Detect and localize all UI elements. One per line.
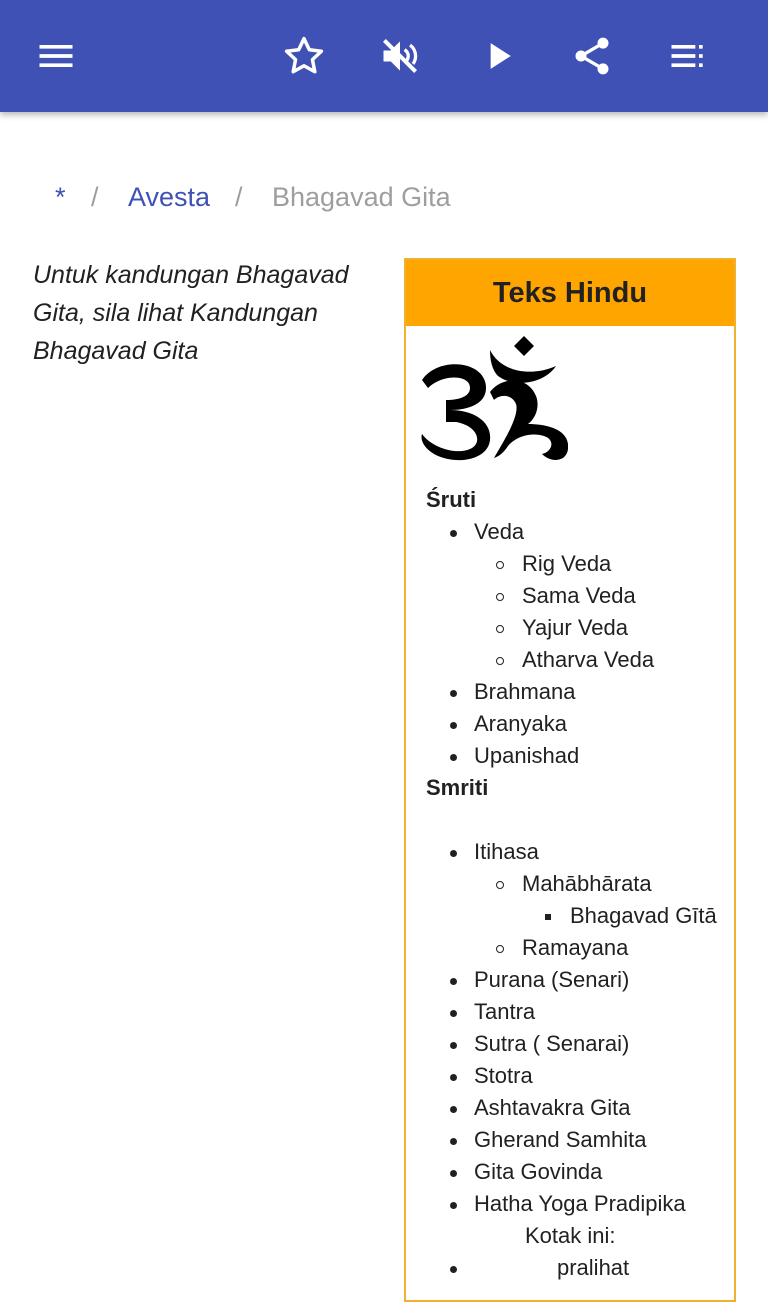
list-item-gita-govinda[interactable]: Gita Govinda — [474, 1159, 603, 1184]
bullet — [450, 1202, 457, 1209]
volume-off-icon[interactable] — [372, 28, 428, 84]
list-item-sama-veda[interactable]: Sama Veda — [522, 583, 636, 608]
bullet — [450, 850, 457, 857]
play-icon[interactable] — [470, 28, 526, 84]
breadcrumb — [0, 176, 768, 220]
list-item-ramayana[interactable]: Ramayana — [522, 935, 629, 960]
list-item-tantra[interactable]: Tantra — [474, 999, 536, 1024]
list-item-bhagavad-gita[interactable]: Bhagavad Gītā — [570, 903, 717, 928]
bullet — [450, 690, 457, 697]
bullet — [496, 625, 504, 633]
menu-icon[interactable] — [28, 28, 84, 84]
bullet — [496, 945, 504, 953]
list-item-itihasa[interactable]: Itihasa — [474, 839, 539, 864]
list-item-mahabharata[interactable]: Mahābhārata — [522, 871, 652, 896]
playlist-icon[interactable] — [660, 28, 716, 84]
bullet — [496, 561, 504, 569]
list-item-atharva-veda[interactable]: Atharva Veda — [522, 647, 655, 672]
bullet — [450, 1042, 457, 1049]
list-item-ashtavakra-gita[interactable]: Ashtavakra Gita — [474, 1095, 631, 1120]
bullet — [450, 530, 457, 537]
list-item-upanishad[interactable]: Upanishad — [474, 743, 580, 768]
list-item-rig-veda[interactable]: Rig Veda — [522, 551, 612, 576]
list-item-hatha-yoga[interactable]: Hatha Yoga Pradipika — [474, 1191, 686, 1216]
app-bar — [0, 0, 768, 112]
star-icon[interactable] — [276, 28, 332, 84]
section-heading-sruti: Śruti — [426, 487, 477, 512]
breadcrumb-separator: / — [235, 182, 243, 212]
bullet — [450, 1106, 457, 1113]
list-item-purana[interactable]: Purana (Senari) — [474, 967, 630, 992]
breadcrumb-current: Bhagavad Gita — [272, 182, 451, 212]
bullet — [450, 1266, 457, 1273]
list-item-brahmana[interactable]: Brahmana — [474, 679, 576, 704]
breadcrumb-home-link[interactable]: * — [55, 182, 66, 212]
bullet — [450, 978, 457, 985]
navbox-view-link[interactable]: pralihat — [557, 1255, 630, 1280]
breadcrumb-separator: / — [91, 182, 99, 212]
bullet — [450, 722, 457, 729]
infobox — [404, 258, 736, 1302]
share-icon[interactable] — [564, 28, 620, 84]
hatnote: Untuk kandungan Bhagavad Gita, sila lihat Kandungan Bhagavad Gita — [33, 261, 349, 365]
list-item-stotra[interactable]: Stotra — [474, 1063, 533, 1088]
bullet — [545, 914, 551, 920]
bullet — [450, 754, 457, 761]
list-item-yajur-veda[interactable]: Yajur Veda — [522, 615, 629, 640]
bullet — [496, 881, 504, 889]
om-symbol-image — [416, 336, 568, 464]
bullet — [496, 657, 504, 665]
bullet — [496, 593, 504, 601]
bullet — [450, 1170, 457, 1177]
list-item-gherand-samhita[interactable]: Gherand Samhita — [474, 1127, 647, 1152]
bullet — [450, 1074, 457, 1081]
breadcrumb-avesta-link[interactable]: Avesta — [128, 182, 211, 212]
bullet — [450, 1010, 457, 1017]
navbox-caption: Kotak ini: — [525, 1223, 616, 1248]
bullet — [450, 1138, 457, 1145]
infobox-title: Teks Hindu — [406, 260, 734, 326]
list-item-veda[interactable]: Veda — [474, 519, 525, 544]
section-heading-smriti: Smriti — [426, 775, 489, 800]
list-item-aranyaka[interactable]: Aranyaka — [474, 711, 567, 736]
list-item-sutra[interactable]: Sutra ( Senarai) — [474, 1031, 630, 1056]
